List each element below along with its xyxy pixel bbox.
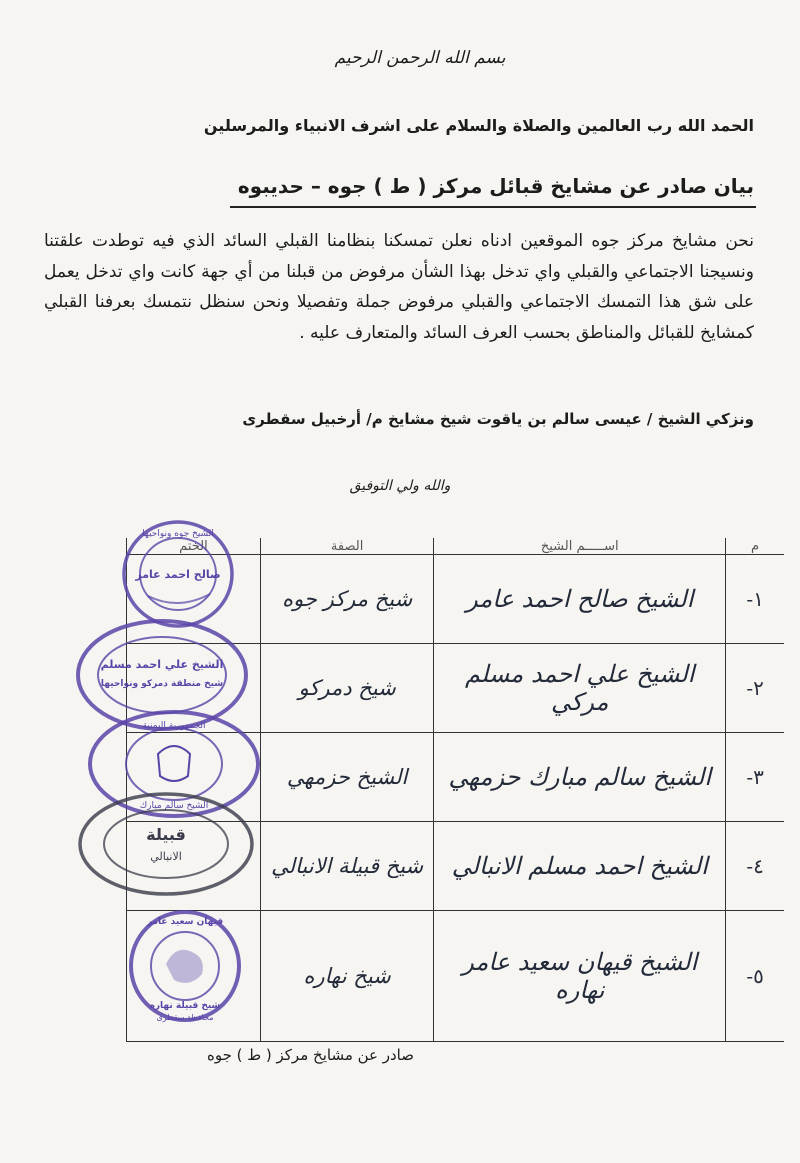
row-number: ٥-: [726, 911, 784, 1042]
sheikh-role: شيخ دمركو: [298, 676, 396, 700]
stamp-text: الجمهورية اليمنية: [142, 721, 206, 731]
row-number: ٣-: [726, 733, 784, 822]
row-number: ٢-: [726, 644, 784, 733]
stamp-text: قبيلة: [146, 825, 186, 844]
header-seal: الختم: [127, 538, 261, 555]
closing-line: والله ولي التوفيق: [349, 478, 451, 494]
seal-stamp-5: [126, 904, 244, 1028]
sheikh-name: الشيخ احمد مسلم الانبالي: [451, 852, 708, 880]
stamp-text: شيخ منطقة دمركو ونواحيها: [100, 679, 224, 689]
sheikh-name: الشيخ سالم مبارك حزمهي: [448, 763, 712, 791]
footer-line: صادر عن مشايخ مركز ( ط ) جوه: [206, 1046, 414, 1064]
stamp-text: شيخ قبيلة نهاره: [149, 1001, 221, 1011]
bismillah: بسم الله الرحمن الرحيم: [334, 48, 506, 68]
stamp-text: صالح احمد عامر: [135, 568, 221, 581]
stamp-text: الشيخ جوه ونواحيها: [142, 529, 214, 539]
sheikh-name: الشيخ قيهان سعيد عامر نهاره: [462, 948, 698, 1004]
header-num: م: [726, 538, 784, 555]
statement-heading: بيان صادر عن مشايخ قبائل مركز ( ط ) جوه – حديبوه: [237, 174, 754, 198]
stamp-text: الشيخ سالم مبارك: [139, 801, 209, 811]
sheikh-name: الشيخ صالح احمد عامر: [466, 585, 694, 613]
endorsement-line: ونزكي الشيخ / عيسى سالم بن ياقوت شيخ مشايخ م/ أرخبيل سقطرى: [242, 410, 754, 428]
tree-emblem-icon: [166, 950, 203, 983]
eagle-emblem-icon: [158, 746, 190, 781]
stamp-text: قيهان سعيد عامر: [146, 917, 224, 927]
seal-stamp-4: [76, 790, 256, 898]
sheikh-role: شيخ قبيلة الانبالي: [271, 854, 424, 878]
stamp-text: الانبالي: [150, 850, 182, 863]
sheikh-role: الشيخ حزمهي: [286, 765, 408, 789]
stamp-text: الشيخ علي احمد مسلم: [100, 658, 224, 671]
statement-body: نحن مشايخ مركز جوه الموقعين ادناه نعلن تمسكنا بنظامنا القبلي السائد الذي فيه توطدت علقتنا ونسيجنا الاجتماعي والقبلي واي تدخل بهذا الشأن مرفوض من قبلنا من أي جهة كانت واي تدخل يعمل على شق هذا التمسك الاجتماعي والقبلي مرفوض جملة وتفصيلا ونحن سنظل نتمسك بعرفنا القبلي كمشايخ للقبائل والمناطق بحسب العرف السائد والمتعارف عليه .: [44, 231, 754, 343]
praise-line: الحمد الله رب العالمين والصلاة والسلام على اشرف الانبياء والمرسلين: [203, 116, 754, 135]
sheikh-role: شيخ مركز جوه: [282, 587, 413, 611]
sheikh-role: شيخ نهاره: [303, 964, 391, 988]
header-name: اســـــم الشيخ: [434, 538, 726, 555]
sheikh-name: الشيخ علي احمد مسلم مركي: [465, 660, 695, 716]
seal-stamp-1: [118, 516, 238, 632]
row-number: ١-: [726, 555, 784, 644]
heading-underline: [230, 206, 756, 208]
header-role: الصفة: [260, 538, 433, 555]
row-number: ٤-: [726, 822, 784, 911]
stamp-text: محافظة سقطرى: [156, 1013, 214, 1022]
